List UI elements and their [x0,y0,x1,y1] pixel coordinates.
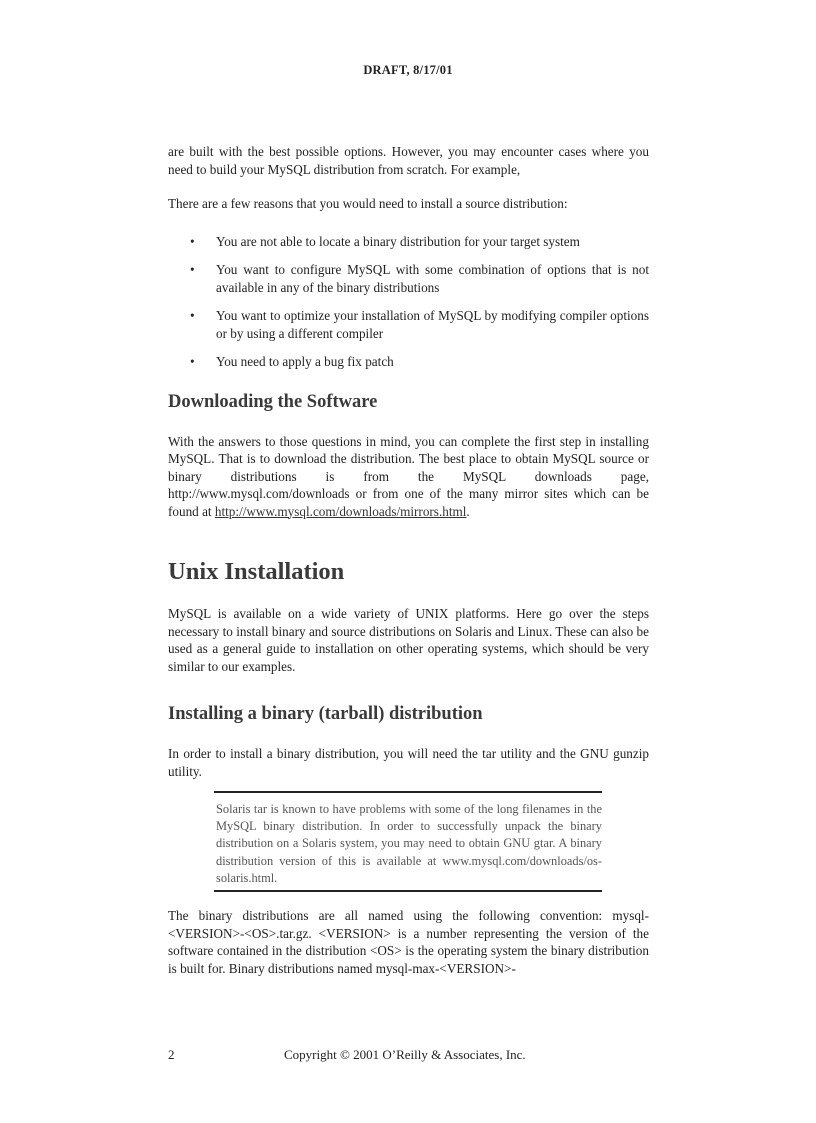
downloading-heading: Downloading the Software [168,391,378,412]
intro-paragraph: are built with the best possible options. However, you may encounter cases where you need to build your MySQL distribution from scratch. For example, [168,144,649,177]
list-item: • You want to optimize your installation of MySQL by modifying compiler options or by using a different compiler [190,308,649,341]
reasons-list [168,233,649,371]
reasons-paragraph: There are a few reasons that you would need to install a source distribution: [168,196,568,211]
unix-installation-heading: Unix Installation [168,558,345,585]
binary-paragraph: In order to install a binary distribution, you will need the tar utility and the GNU gunzip utility. [168,746,649,779]
bullet-icon: • [190,354,195,369]
page-content [168,143,649,977]
copyright-notice: Copyright © 2001 O’Reilly & Associates, Inc. [284,1047,526,1062]
binary-distribution-heading: Installing a binary (tarball) distribution [168,704,483,724]
downloading-paragraph: With the answers to those questions in mind, you can complete the first step in installing MySQL. That is to download the distribution. The best place to obtain MySQL source or binary distributions is from the MySQL downloads page, http://www.mysql.com/downloads or from one of the many mirror sites which can be found at http://www.mysql.com/downloads/mirrors.html. [168,433,649,519]
list-item: • You want to configure MySQL with some combination of options that is not available in any of the binary distributions [190,262,649,295]
bullet-icon: • [190,262,195,277]
naming-convention-paragraph: The binary distributions are all named using the following convention: mysql-<VERSION>-<OS>.tar.gz. <VERSION> is a number representing the version of the software contained in the distribution <OS> is the operating system the binary distribution is built for. Binary distributions named mysql-max-<VERSION>- [168,908,649,976]
list-item: • You are not able to locate a binary distribution for your target system [190,233,580,249]
solaris-note-box [214,791,602,892]
page-number: 2 [168,1047,175,1062]
list-item: • You need to apply a bug fix patch [190,354,394,369]
bullet-icon: • [190,233,195,249]
unix-paragraph: MySQL is available on a wide variety of UNIX platforms. Here go over the steps necessary to install binary and source distributions on Solaris and Linux. These can also be used as a general guide to installation on other operating systems, which should be very similar to our examples. [168,606,649,674]
mirrors-link[interactable]: http://www.mysql.com/downloads/mirrors.html [214,503,467,519]
bullet-icon: • [190,308,195,323]
solaris-note-text: Solaris tar is known to have problems with some of the long filenames in the MySQL binary distribution. In order to successfully unpack the binary distribution on a Solaris system, you may need to obtain GNU gtar. A binary distribution version of this is available at www.mysql.com/downloads/os-solaris.html. [216,802,602,885]
page-header: DRAFT, 8/17/01 [363,63,453,77]
